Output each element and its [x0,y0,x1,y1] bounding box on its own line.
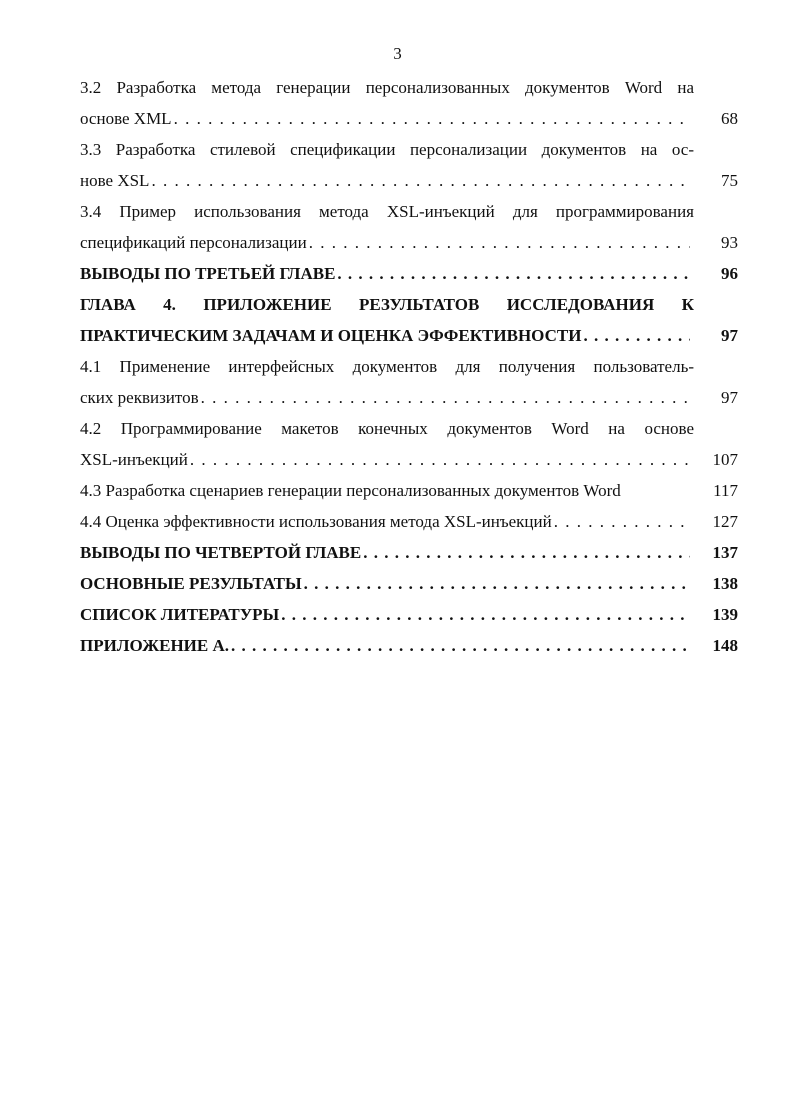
leader-dots [363,537,690,568]
toc-page-number: 137 [712,543,738,562]
toc-entry-text: 3.2 Разработка метода генерации персонализованных документов Word на [80,78,694,97]
toc-entry-text: ВЫВОДЫ ПО ЧЕТВЕРТОЙ ГЛАВЕ [80,543,362,562]
toc-page-number: 138 [712,574,738,593]
toc-entry-3-3-line1 [80,134,738,165]
toc-entry-3-4-line1 [80,196,738,227]
toc-entry-text: нове XSL [80,171,150,190]
table-of-contents [80,72,738,661]
toc-entry-appendix-a[interactable] [80,630,738,661]
toc-entry-text: 3.4 Пример использования метода XSL-инъекций для программирования [80,202,694,221]
toc-entry-text: ПРИЛОЖЕНИЕ А. [80,636,230,655]
toc-entry-text: СПИСОК ЛИТЕРАТУРЫ [80,605,280,624]
toc-entry-text: ПРАКТИЧЕСКИМ ЗАДАЧАМ И ОЦЕНКА ЭФФЕКТИВНОСТИ [80,326,582,345]
toc-entry-4-1-line1 [80,351,738,382]
toc-entry-text: основе XML [80,109,172,128]
toc-entry-3-4-line2[interactable] [80,227,738,258]
toc-entry-text: XSL-инъекций [80,450,188,469]
toc-page-number: 96 [721,264,738,283]
toc-entry-conclusions-ch3[interactable] [80,258,738,289]
leader-dots [337,258,690,289]
toc-entry-text: 4.2 Программирование макетов конечных документов Word на основе [80,419,694,438]
toc-page-number: 148 [712,636,738,655]
toc-page-number: 68 [721,109,738,128]
leader-dots [554,506,690,537]
leader-dots [309,227,690,258]
toc-page-number: 97 [721,388,738,407]
leader-dots [281,599,690,630]
toc-entry-text: 4.4 Оценка эффективности использования метода XSL-инъекций [80,512,552,531]
toc-entry-text: ВЫВОДЫ ПО ТРЕТЬЕЙ ГЛАВЕ [80,264,336,283]
toc-entry-3-2-line1 [80,72,738,103]
toc-entry-text: спецификаций персонализации [80,233,307,252]
toc-entry-text: 4.3 Разработка сценариев генерации персонализованных документов Word [80,481,621,500]
leader-dots [201,382,690,413]
toc-entry-conclusions-ch4[interactable] [80,537,738,568]
toc-page-number: 97 [721,326,738,345]
toc-entry-chapter-4-line2[interactable] [80,320,738,351]
toc-page-number: 107 [712,450,738,469]
leader-dots [190,444,690,475]
page-number: 3 [393,44,402,63]
toc-page-number: 117 [713,481,738,500]
toc-entry-main-results[interactable] [80,568,738,599]
toc-entry-3-2-line2[interactable] [80,103,738,134]
toc-entry-text: 4.1 Применение интерфейсных документов для получения пользователь- [80,357,694,376]
toc-entry-references[interactable] [80,599,738,630]
toc-entry-3-3-line2[interactable] [80,165,738,196]
toc-entry-4-4[interactable] [80,506,738,537]
toc-entry-4-2-line1 [80,413,738,444]
toc-entry-4-2-line2[interactable] [80,444,738,475]
toc-entry-4-1-line2[interactable] [80,382,738,413]
leader-dots [231,630,690,661]
toc-entry-text: 3.3 Разработка стилевой спецификации персонализации документов на ос- [80,140,694,159]
toc-page-number: 93 [721,233,738,252]
toc-entry-text: ГЛАВА 4. ПРИЛОЖЕНИЕ РЕЗУЛЬТАТОВ ИССЛЕДОВАНИЯ К [80,295,694,314]
toc-entry-4-3[interactable] [80,475,738,506]
toc-entry-chapter-4-line1 [80,289,738,320]
toc-entry-text: ских реквизитов [80,388,199,407]
toc-entry-text: ОСНОВНЫЕ РЕЗУЛЬТАТЫ [80,574,302,593]
leader-dots [304,568,690,599]
leader-dots [174,103,690,134]
leader-dots [583,320,690,351]
toc-page-number: 75 [721,171,738,190]
toc-page-number: 127 [712,512,738,531]
toc-page-number: 139 [712,605,738,624]
leader-dots [151,165,690,196]
